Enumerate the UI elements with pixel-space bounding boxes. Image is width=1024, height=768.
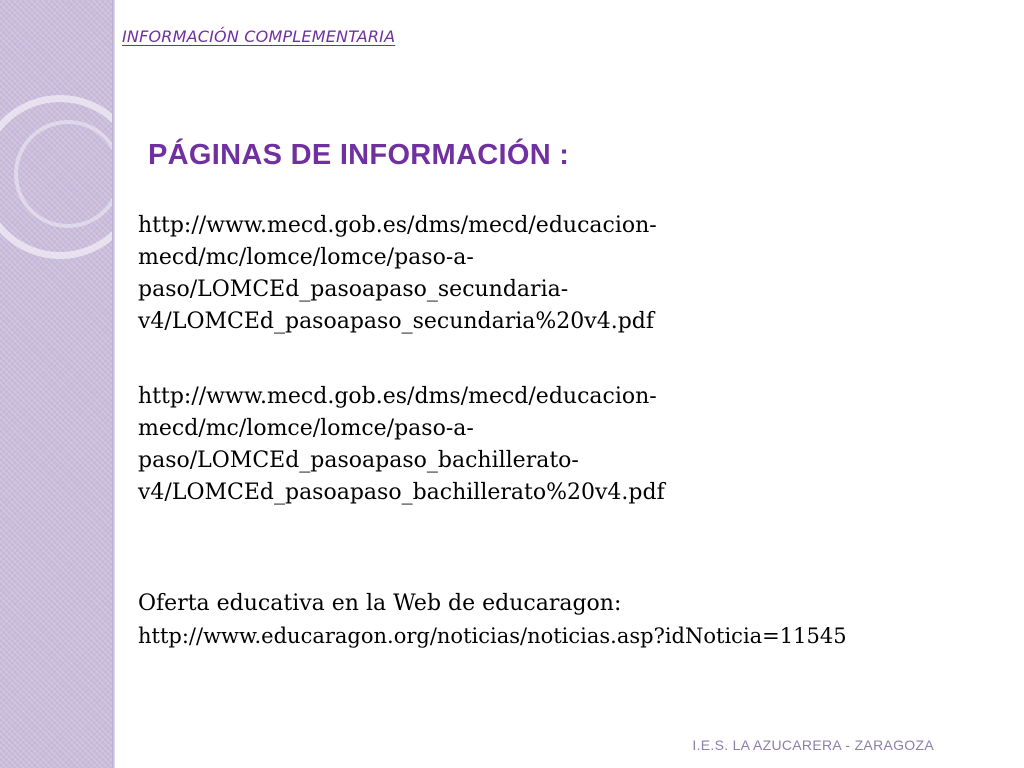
- link-line: mecd/mc/lomce/lomce/paso-a-: [138, 416, 474, 441]
- link-line: mecd/mc/lomce/lomce/paso-a-: [138, 245, 474, 270]
- link-educaragon[interactable]: http://www.educaragon.org/noticias/noticias.asp?idNoticia=11545: [138, 624, 847, 648]
- sidebar-divider: [112, 0, 115, 768]
- link-bachillerato[interactable]: [138, 381, 665, 509]
- link-line: http://www.mecd.gob.es/dms/mecd/educacion-: [138, 213, 657, 238]
- link-line: paso/LOMCEd_pasoapaso_bachillerato-: [138, 448, 579, 473]
- decorative-circle-inner: [14, 120, 112, 228]
- page-title: PÁGINAS DE INFORMACIÓN :: [148, 139, 570, 171]
- offer-label: Oferta educativa en la Web de educaragon:: [138, 591, 622, 616]
- section-header: INFORMACIÓN COMPLEMENTARIA: [122, 27, 396, 46]
- link-secundaria[interactable]: [138, 210, 657, 338]
- link-line: http://www.mecd.gob.es/dms/mecd/educacion-: [138, 384, 657, 409]
- decorative-sidebar: [0, 0, 112, 768]
- link-line: paso/LOMCEd_pasoapaso_secundaria-: [138, 277, 569, 302]
- link-line: v4/LOMCEd_pasoapaso_bachillerato%20v4.pdf: [138, 480, 665, 505]
- link-line: v4/LOMCEd_pasoapaso_secundaria%20v4.pdf: [138, 309, 655, 334]
- footer-text: I.E.S. LA AZUCARERA - ZARAGOZA: [692, 737, 934, 753]
